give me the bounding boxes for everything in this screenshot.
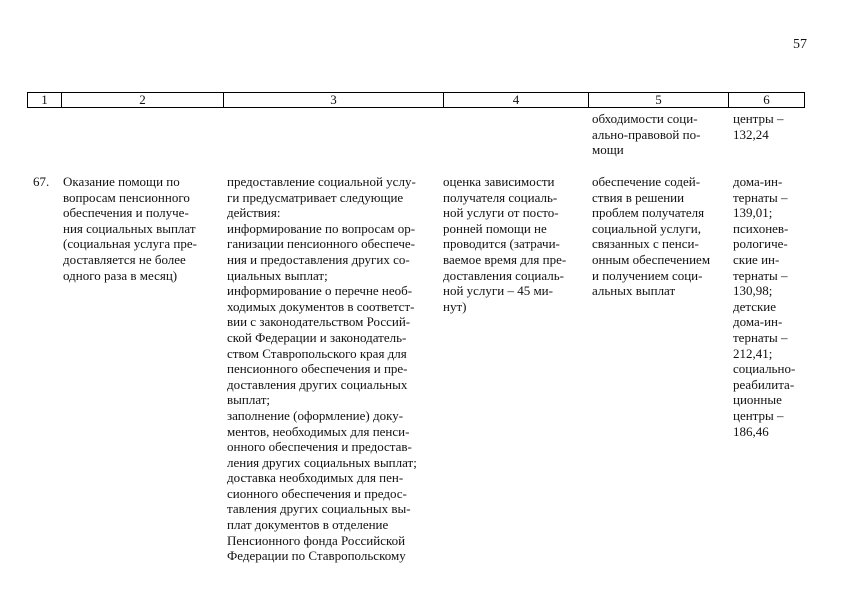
service-description: предоставление социальной услу- ги предусматривает следующие действия: информирование по вопросам ор- ганизации пенсионного обеспече- ния и предоставления других со- циальных выплат; информирование о перечне необ- ходимых документов в соответст- вии с законодательством Россий- ской Федерации и законодатель- ством Ставропольского края для пенсионного обеспечения и пре- доставления других социальных выплат; заполнение (оформление) доку- ментов, необходимых для пенси- онного обеспечения и предостав- ления других социальных выплат; доставка необходимых для пен- сионного обеспечения и предос- тавления других социальных вы- плат документов в отделение Пенсионного фонда Российской Федерации по Ставропольскому [227, 174, 417, 564]
dependency-evaluation: оценка зависимости получателя социаль- ной услуги от посто- ронней помощи не проводится (затрачи- ваемое время для пре- доставления социаль- ной услуги – 45 ми- нут) [443, 174, 567, 314]
service-tariffs: дома-ин- тернаты – 139,01; психонев- рологиче- ские ин- тернаты – 130,98; детские дома-ин- тернаты – 212,41; социально- реабилита- ционные центры – 186,46 [733, 174, 796, 439]
continuation-col5: обходимости соци- ально-правовой по- мощи [592, 111, 701, 158]
continuation-col6: центры – 132,24 [733, 111, 784, 142]
header-col-3: 3 [223, 93, 443, 107]
service-name: Оказание помощи по вопросам пенсионного обеспечения и получе- ния социальных выплат (социальная услуга пре- доставляется не более одного раза в месяц) [63, 174, 197, 283]
header-col-4: 4 [443, 93, 588, 107]
header-col-6: 6 [728, 93, 804, 107]
header-col-2: 2 [61, 93, 223, 107]
header-col-5: 5 [588, 93, 728, 107]
page-number: 57 [793, 37, 807, 52]
table-header-row [27, 92, 805, 108]
service-goal: обеспечение содей- ствия в решении проблем получателя социальной услуги, связанных с пенси- онным обеспечением и получением соци- альных выплат [592, 174, 711, 299]
row-number: 67. [33, 174, 50, 189]
header-col-1: 1 [41, 92, 48, 107]
